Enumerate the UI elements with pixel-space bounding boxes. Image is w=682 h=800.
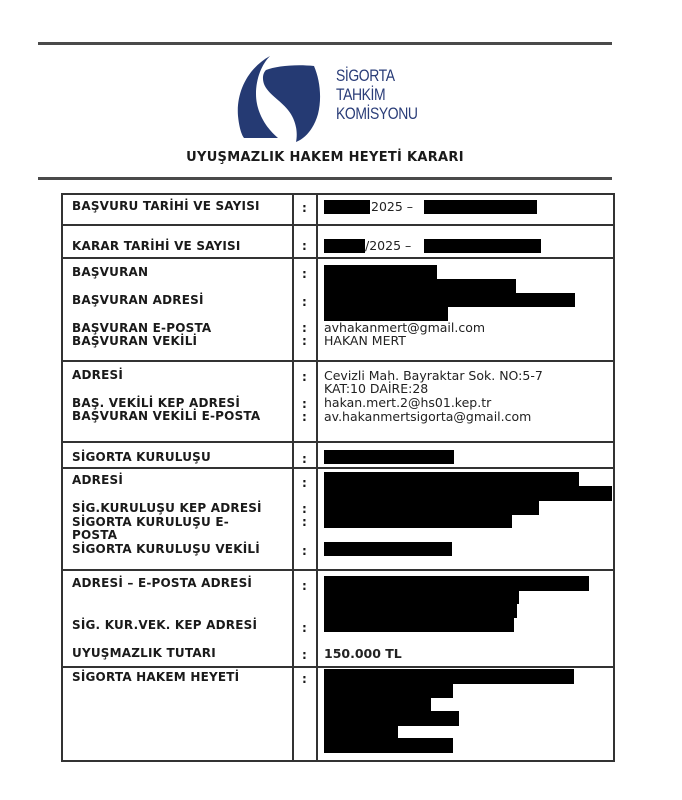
label-uyusmazlik-tutari: UYUŞMAZLIK TUTARI: [72, 646, 216, 660]
redaction-box: [324, 617, 514, 632]
label-basvuran-adresi: BAŞVURAN ADRESİ: [72, 293, 204, 307]
colon: :: [302, 239, 307, 253]
redaction-box: [324, 669, 574, 684]
colon: :: [302, 672, 307, 686]
label-sigorta-kurulusu: SİGORTA KURULUŞU: [72, 450, 211, 464]
row-divider: [61, 224, 615, 226]
colon: :: [302, 397, 307, 411]
value-uyusmazlik-tutari: 150.000 TL: [324, 646, 402, 661]
label-basvuran-eposta: BAŞVURAN E-POSTA: [72, 321, 212, 335]
redaction-box: [324, 542, 452, 556]
redaction-box: [424, 200, 537, 214]
redaction-box: [324, 697, 431, 711]
redaction-box: [324, 514, 512, 528]
redaction-box: [324, 450, 454, 464]
redaction-box: [324, 472, 579, 487]
redaction-box: [324, 279, 516, 294]
redaction-box: [324, 306, 448, 321]
redaction-box: [324, 603, 517, 618]
colon: :: [302, 648, 307, 662]
redaction-box: [324, 725, 398, 739]
value-basvuran-vekili: HAKAN MERT: [324, 333, 406, 348]
value-vekil-eposta: av.hakanmertsigorta@gmail.com: [324, 409, 532, 424]
redaction-box: [324, 200, 370, 214]
value-basvuran-eposta: avhakanmert@gmail.com: [324, 320, 486, 335]
row-divider: [61, 467, 615, 469]
redaction-box: [324, 683, 453, 698]
colon: :: [302, 334, 307, 348]
value-vekil-adresi-line2: KAT:10 DAİRE:28: [324, 381, 429, 396]
value-basvuru-tarihi: 2025 –: [371, 199, 414, 214]
redaction-box: [324, 711, 459, 726]
colon: :: [302, 544, 307, 558]
colon: :: [302, 321, 307, 335]
label-kurulus-kep-adresi: SİG.KURULUŞU KEP ADRESİ: [72, 501, 262, 515]
label-basvuran: BAŞVURAN: [72, 265, 149, 279]
colon-value-divider: [316, 193, 318, 762]
label-kurulus-eposta-line2: POSTA: [72, 528, 118, 542]
label-vekil-kep-adresi: BAŞ. VEKİLİ KEP ADRESİ: [72, 396, 241, 410]
colon: :: [302, 295, 307, 309]
label-kurulus-adresi: ADRESİ: [72, 473, 123, 487]
colon: :: [302, 502, 307, 516]
row-divider: [61, 441, 615, 443]
label-basvuru-tarihi: BAŞVURU TARİHİ VE SAYISI: [72, 199, 260, 213]
row-divider: [61, 257, 615, 259]
logo-line-1: SİGORTA: [336, 66, 395, 85]
redaction-box: [324, 265, 437, 280]
top-rule: [38, 42, 612, 45]
colon: :: [302, 452, 307, 466]
label-basvuran-vekili: BAŞVURAN VEKİLİ: [72, 334, 198, 348]
colon: :: [302, 476, 307, 490]
label-colon-divider: [292, 193, 294, 762]
value-karar-tarihi: /2025 –: [365, 238, 412, 253]
label-hakem-heyeti: SİGORTA HAKEM HEYETİ: [72, 670, 240, 684]
value-vekil-adresi: Cevizli Mah. Bayraktar Sok. NO:5-7: [324, 368, 543, 383]
redaction-box: [424, 239, 541, 253]
redaction-box: [324, 576, 589, 591]
redaction-box: [324, 500, 539, 515]
redaction-box: [324, 486, 612, 501]
title-rule: [38, 177, 612, 180]
value-vekil-kep-adresi: hakan.mert.2@hs01.kep.tr: [324, 395, 492, 410]
row-divider: [61, 666, 615, 668]
row-divider: [61, 360, 615, 362]
label-vekil-eposta: BAŞVURAN VEKİLİ E-POSTA: [72, 409, 261, 423]
colon: :: [302, 515, 307, 529]
logo-text: [336, 66, 418, 123]
colon: :: [302, 410, 307, 424]
row-divider: [61, 569, 615, 571]
colon: :: [302, 621, 307, 635]
colon: :: [302, 201, 307, 215]
redaction-box: [324, 239, 365, 253]
redaction-box: [324, 293, 575, 307]
redaction-box: [324, 738, 453, 753]
logo-line-3: KOMİSYONU: [336, 104, 418, 123]
logo-line-2: TAHKİM: [336, 85, 386, 104]
label-kurulus-vekili: SİGORTA KURULUŞU VEKİLİ: [72, 542, 260, 556]
colon: :: [302, 579, 307, 593]
label-vekil-adresi: ADRESİ: [72, 368, 123, 382]
colon: :: [302, 267, 307, 281]
label-vekil-adresi-eposta: ADRESİ – E-POSTA ADRESİ: [72, 576, 253, 590]
colon: :: [302, 370, 307, 384]
label-kurulus-eposta: SİGORTA KURULUŞU E-: [72, 515, 229, 529]
redaction-box: [324, 590, 519, 604]
document-title: UYUŞMAZLIK HAKEM HEYETİ KARARI: [186, 150, 464, 165]
label-karar-tarihi: KARAR TARİHİ VE SAYISI: [72, 239, 241, 253]
label-kurvek-kep-adresi: SİG. KUR.VEK. KEP ADRESİ: [72, 618, 258, 632]
